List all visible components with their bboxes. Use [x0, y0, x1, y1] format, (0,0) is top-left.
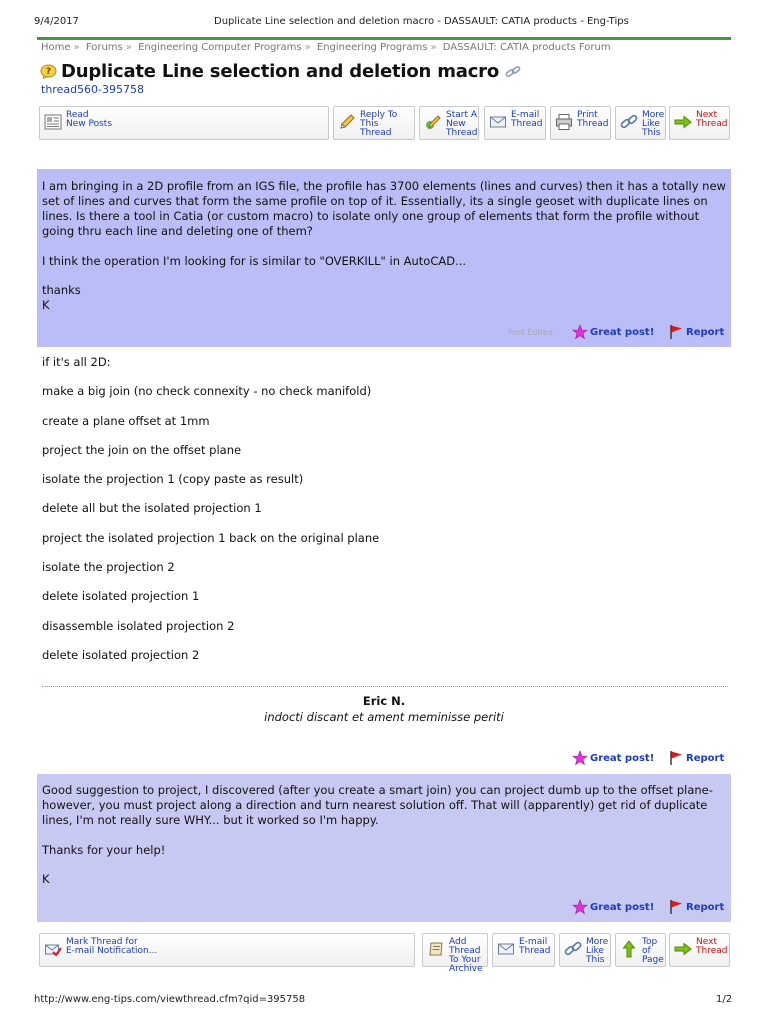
add-to-archive-button[interactable]: [422, 933, 488, 974]
start-new-thread-button[interactable]: [419, 106, 479, 140]
print-thread-button[interactable]: [550, 106, 611, 140]
red-flag-icon: [668, 750, 684, 766]
post-2-paragraph: project the join on the offset plane: [42, 442, 242, 457]
question-icon: [40, 64, 57, 79]
envelope-icon: [489, 113, 507, 131]
breadcrumb-eng-programs[interactable]: Engineering Programs: [316, 42, 428, 53]
email-thread-label: E-mail Thread: [511, 110, 543, 129]
post-2-paragraph: isolate the projection 1 (copy paste as result): [42, 472, 304, 487]
add-archive-label: Add Thread To Your Archive: [449, 937, 483, 974]
svg-text:?: ?: [45, 67, 52, 77]
print-thread-label: Print Thread: [577, 110, 609, 129]
new-thread-pencil-icon: [424, 113, 442, 131]
chain-icon: [620, 113, 638, 131]
next-thread-bottom-label: Next Thread: [696, 937, 728, 956]
star-icon: [572, 324, 588, 340]
post-1-paragraph: K: [42, 298, 50, 312]
site-top-bar: [37, 37, 731, 40]
great-post-button[interactable]: [572, 750, 654, 766]
post-1-body: [42, 179, 726, 313]
great-post-button[interactable]: [572, 324, 654, 340]
next-thread-button[interactable]: [669, 106, 730, 140]
read-new-posts-label: Read New Posts: [66, 110, 113, 129]
red-flag-icon: [668, 324, 684, 340]
mark-thread-label: Mark Thread for E-mail Notification...: [66, 937, 158, 956]
post-2-paragraph: if it's all 2D:: [42, 355, 111, 369]
reply-button[interactable]: [333, 106, 415, 140]
great-post-button[interactable]: [572, 899, 654, 915]
pencil-icon: [338, 113, 356, 131]
post-2-paragraph: project the isolated projection 1 back on the original plane: [42, 530, 380, 545]
great-post-label: Great post!: [590, 326, 655, 338]
print-footer-url: http://www.eng-tips.com/viewthread.cfm?qid=395758: [34, 994, 306, 1005]
right-arrow-icon: [674, 940, 692, 958]
scroll-archive-icon: [427, 940, 445, 958]
post-2-paragraph: make a big join (no check connexity - no check manifold): [42, 384, 372, 399]
post-3-paragraph: Good suggestion to project, I discovered (after you create a smart join) you can project dumb up to the offset plane-however, you must project along a direction and turn nearest solution off. That will (apparently) get rid of duplicate lines, I'm not really sure WHY... but it worked so I'm happy.: [42, 783, 713, 827]
red-flag-icon: [668, 899, 684, 915]
post-2-body: [42, 355, 726, 677]
more-like-this-label: More Like This: [642, 110, 665, 138]
post-2-paragraph: delete all but the isolated projection 1: [42, 501, 262, 516]
post-2-paragraph: isolate the projection 2: [42, 560, 175, 575]
post-1-paragraph: thanks: [42, 283, 81, 297]
signature-divider: [42, 686, 728, 687]
top-of-page-label: Top of Page: [642, 937, 664, 965]
post-2-paragraph: disassemble isolated projection 2: [42, 618, 235, 633]
post-2-paragraph: create a plane offset at 1mm: [42, 413, 210, 428]
start-new-thread-label: Start A New Thread: [446, 110, 478, 138]
post-2-paragraph: delete isolated projection 1: [42, 589, 200, 604]
chain-link-icon[interactable]: [505, 65, 521, 79]
print-title: Duplicate Line selection and deletion macro - DASSAULT: CATIA products - Eng-Tips: [214, 16, 629, 27]
more-like-this-bottom-button[interactable]: [559, 933, 611, 967]
print-footer-page: 1/2: [716, 994, 733, 1005]
more-like-this-button[interactable]: [615, 106, 666, 140]
breadcrumb-eng-computer-programs[interactable]: Engineering Computer Programs: [138, 42, 302, 53]
breadcrumb: Home » Forums » Engineering Computer Programs » Engineering Programs » DASSAULT: CATIA products Forum: [41, 42, 611, 53]
post-3-paragraph: Thanks for your help!: [42, 843, 166, 857]
email-thread-bottom-button[interactable]: [492, 933, 555, 967]
email-thread-button[interactable]: [484, 106, 546, 140]
email-thread-bottom-label: E-mail Thread: [519, 937, 551, 956]
report-button[interactable]: [668, 750, 724, 766]
report-button[interactable]: [668, 899, 724, 915]
signature-name: Eric N.: [362, 694, 406, 708]
page-title: Duplicate Line selection and deletion macro: [61, 61, 500, 82]
newspaper-icon: [44, 113, 62, 131]
more-like-this-bottom-label: More Like This: [586, 937, 609, 965]
print-date: 9/4/2017: [34, 16, 79, 27]
post-1-paragraph: I think the operation I'm looking for is similar to "OVERKILL" in AutoCAD...: [42, 254, 467, 268]
report-label: Report: [686, 326, 725, 338]
star-icon: [572, 899, 588, 915]
star-icon: [572, 750, 588, 766]
envelope-check-icon: [44, 940, 62, 958]
breadcrumb-catia-forum[interactable]: DASSAULT: CATIA products Forum: [442, 42, 611, 53]
report-label: Report: [686, 752, 725, 764]
thread-id: thread560-395758: [41, 83, 145, 96]
great-post-label: Great post!: [590, 901, 655, 913]
post-3-paragraph: K: [42, 872, 50, 886]
read-new-posts-button[interactable]: [39, 106, 329, 140]
up-arrow-icon: [620, 940, 638, 958]
post-2-paragraph: delete isolated projection 2: [42, 647, 200, 662]
thread-title-row: [40, 61, 521, 82]
right-arrow-icon: [674, 113, 692, 131]
great-post-label: Great post!: [590, 752, 655, 764]
reply-label: Reply To This Thread: [360, 110, 398, 138]
printer-icon: [555, 113, 573, 131]
envelope-icon: [497, 940, 515, 958]
post-1-paragraph: I am bringing in a 2D profile from an IGS file, the profile has 3700 elements (lines and curves) then it has a totally new set of lines and curves that form the same profile on top of it. Essentially, its a single geoset with duplicate lines on lines. Is there a tool in Catia (or custom macro) to isolate only one group of elements that form the profile without going thru each line and deleting one of them?: [42, 179, 726, 238]
signature-motto: indocti discant et ament meminisse periti: [264, 710, 504, 724]
breadcrumb-forums[interactable]: Forums: [85, 42, 123, 53]
chain-icon: [564, 940, 582, 958]
next-thread-bottom-button[interactable]: [669, 933, 730, 967]
mark-thread-email-button[interactable]: [39, 933, 415, 967]
next-thread-label: Next Thread: [696, 110, 728, 129]
post-edited-label: Post Edited: [508, 328, 553, 337]
report-button[interactable]: [668, 324, 724, 340]
breadcrumb-home[interactable]: Home: [41, 42, 71, 53]
post-3-body: [42, 783, 726, 887]
top-of-page-button[interactable]: [615, 933, 666, 967]
report-label: Report: [686, 901, 725, 913]
